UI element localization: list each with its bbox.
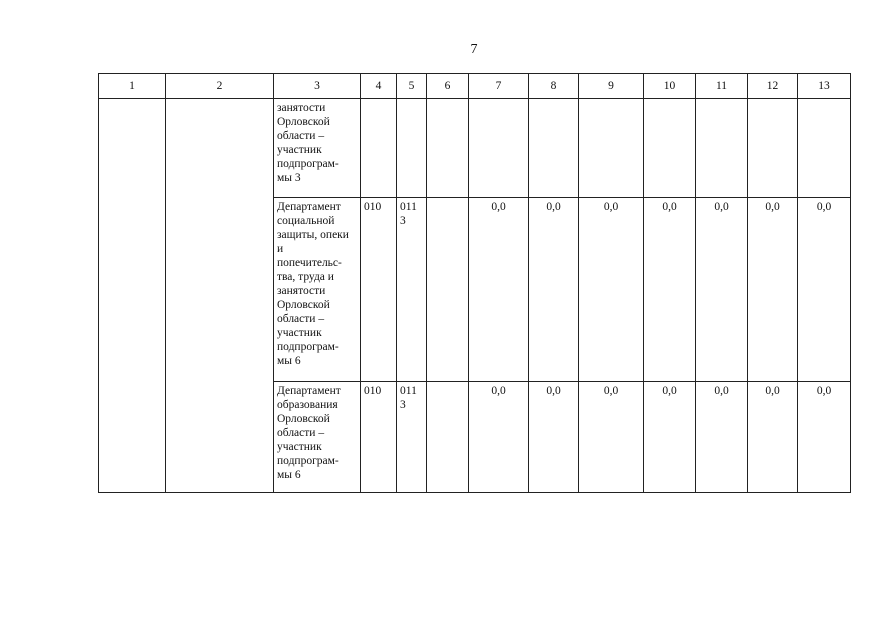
value-col10: 0,0 [644,198,696,382]
header-cell-10: 10 [644,74,696,99]
page-number: 7 [470,42,478,57]
participant-name: Департамент образования Орловской области – участник подпрограм- мы 6 [274,382,361,493]
code-col4: 010 [361,198,397,382]
code-col5 [397,99,427,198]
value-col8: 0,0 [529,382,579,493]
table-row [99,99,851,198]
cell-col6 [427,382,469,493]
value-col12: 0,0 [748,198,798,382]
header-cell-4: 4 [361,74,397,99]
participant-name: Департамент социальной защиты, опеки и попечительс- тва, труда и занятости Орловской области – участник подпрограм- мы 6 [274,198,361,382]
header-cell-6: 6 [427,74,469,99]
value-col12: 0,0 [748,382,798,493]
col2-merged-cell [166,99,274,493]
value-col8: 0,0 [529,198,579,382]
code-col5: 011 3 [397,382,427,493]
header-cell-3: 3 [274,74,361,99]
value-col9 [579,99,644,198]
value-col11 [696,99,748,198]
value-col11: 0,0 [696,198,748,382]
value-col10 [644,99,696,198]
value-col11: 0,0 [696,382,748,493]
value-col7: 0,0 [469,382,529,493]
code-col4: 010 [361,382,397,493]
header-cell-11: 11 [696,74,748,99]
value-col12 [748,99,798,198]
value-col7 [469,99,529,198]
col1-merged-cell [99,99,166,493]
header-cell-2: 2 [166,74,274,99]
value-col13: 0,0 [798,382,851,493]
header-cell-5: 5 [397,74,427,99]
value-col9: 0,0 [579,198,644,382]
header-cell-12: 12 [748,74,798,99]
value-col9: 0,0 [579,382,644,493]
budget-table [98,73,851,493]
value-col7: 0,0 [469,198,529,382]
cell-col6 [427,99,469,198]
value-col13 [798,99,851,198]
participant-name: занятости Орловской области – участник подпрограм- мы 3 [274,99,361,198]
value-col13: 0,0 [798,198,851,382]
header-cell-7: 7 [469,74,529,99]
header-row [99,74,851,99]
header-cell-1: 1 [99,74,166,99]
value-col10: 0,0 [644,382,696,493]
code-col5: 011 3 [397,198,427,382]
header-cell-13: 13 [798,74,851,99]
header-cell-9: 9 [579,74,644,99]
header-cell-8: 8 [529,74,579,99]
cell-col6 [427,198,469,382]
value-col8 [529,99,579,198]
code-col4 [361,99,397,198]
